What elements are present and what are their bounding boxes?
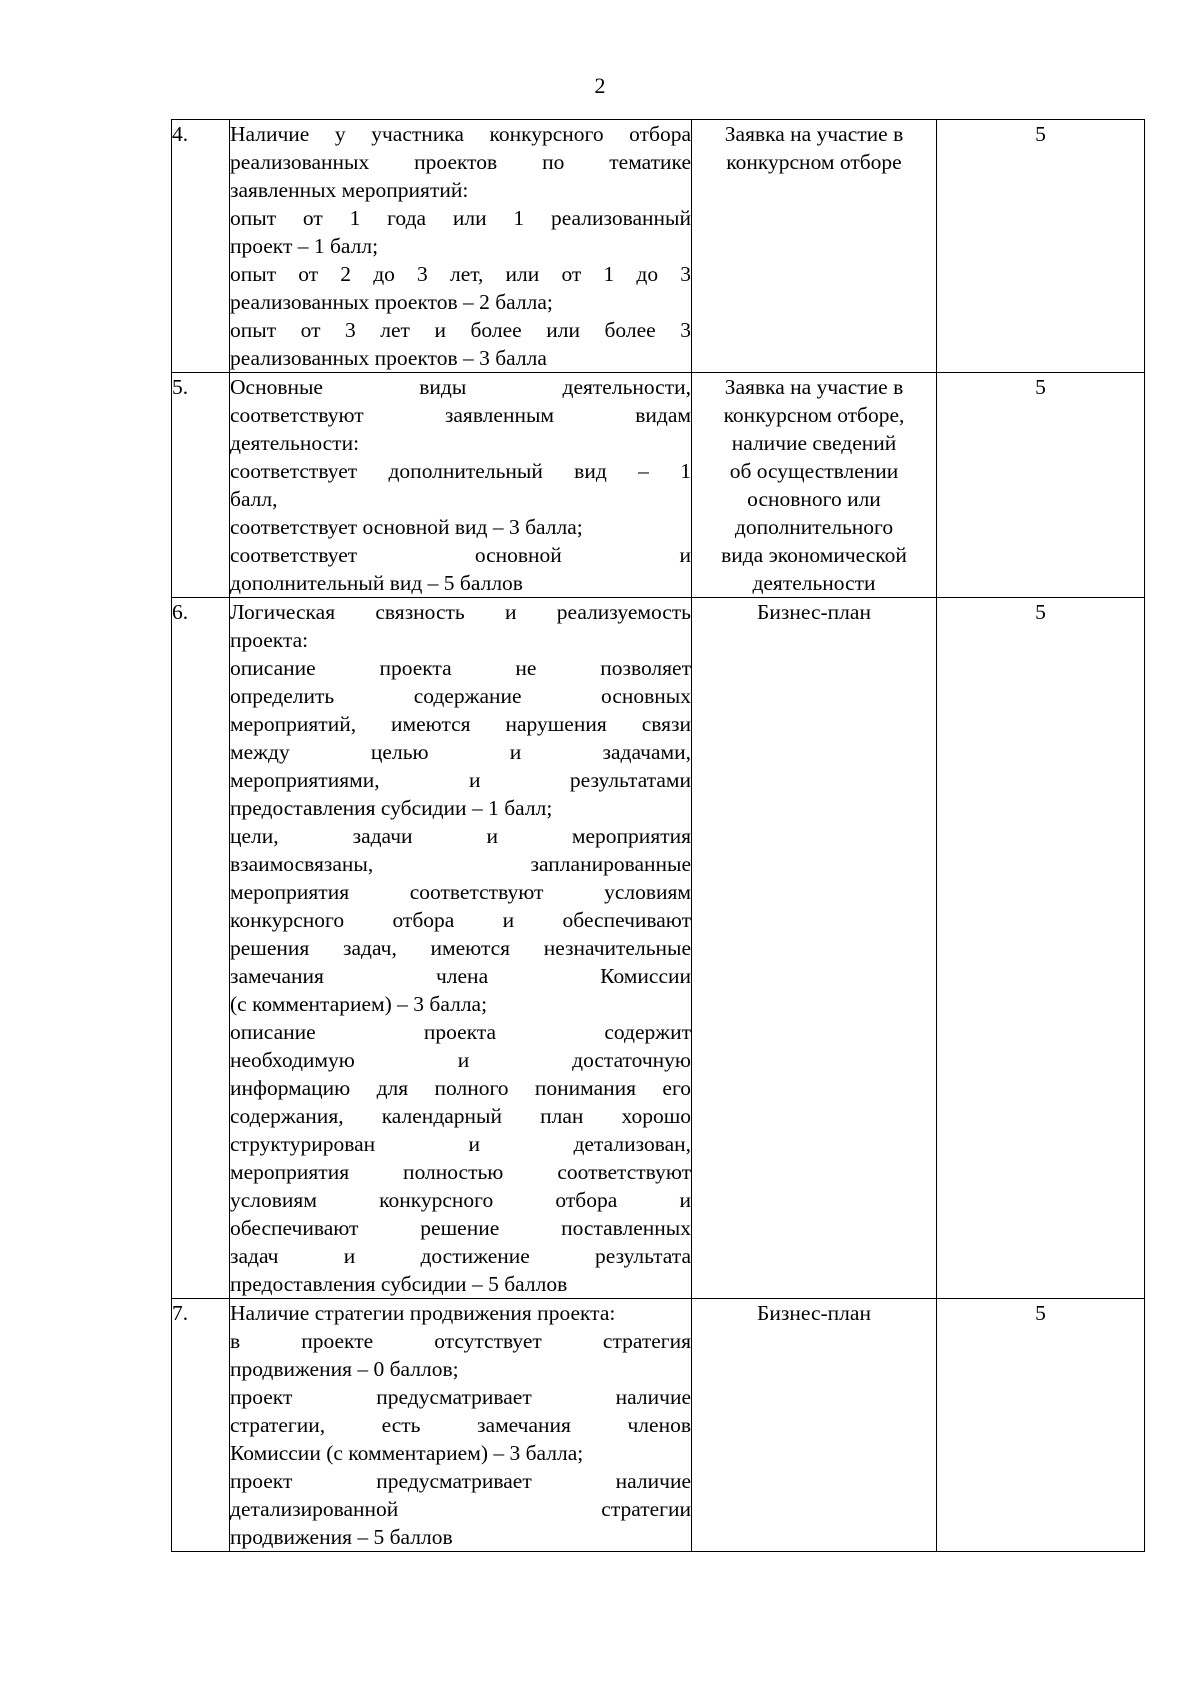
page-number: 2 (594, 73, 606, 98)
table-row (172, 120, 1145, 373)
source-line: об осуществлении (729, 459, 899, 483)
criterion-line: проект предусматривает наличие (230, 1469, 691, 1493)
criterion-line: конкурсного отбора и обеспечивают (230, 908, 691, 932)
criterion-line: Логическая связность и реализуемость (230, 600, 691, 624)
criterion-line: задач и достижение результата (230, 1244, 691, 1268)
criterion-line: проекта: (230, 628, 309, 652)
criterion-line: определить содержание основных (230, 684, 691, 708)
criterion-line: содержания, календарный план хорошо (230, 1104, 691, 1128)
table-row (172, 373, 1145, 598)
criterion-line: дополнительный вид – 5 баллов (230, 571, 523, 595)
criterion-line: продвижения – 5 баллов (230, 1525, 453, 1549)
criterion-line: описание проекта содержит (230, 1020, 691, 1044)
criterion-line: Комиссии (с комментарием) – 3 балла; (230, 1441, 584, 1465)
criterion-line: балл, (230, 487, 278, 511)
criterion-line: необходимую и достаточную (230, 1048, 691, 1072)
row-number: 6. (172, 598, 230, 1299)
table-row (172, 598, 1145, 1299)
criterion-line: мероприятий, имеются нарушения связи (230, 712, 691, 736)
max-score: 5 (937, 1299, 1145, 1552)
source-line: наличие сведений (731, 431, 897, 455)
criterion-line: реализованных проектов – 2 балла; (230, 290, 553, 314)
criterion-line: Наличие стратегии продвижения проекта: (230, 1301, 616, 1325)
table-row (172, 1299, 1145, 1552)
criterion-line: (с комментарием) – 3 балла; (230, 992, 488, 1016)
criterion-line: заявленных мероприятий: (230, 178, 469, 202)
source-line: Бизнес-план (757, 600, 871, 624)
source-line: Заявка на участие в (724, 375, 904, 399)
source-document (692, 598, 937, 1299)
criterion-line: Основные виды деятельности, (230, 375, 691, 399)
criterion-line: предоставления субсидии – 1 балл; (230, 796, 553, 820)
source-line: Заявка на участие в (724, 122, 904, 146)
max-score: 5 (937, 373, 1145, 598)
source-line: дополнительного (734, 515, 894, 539)
criterion-line: опыт от 1 года или 1 реализованный (230, 206, 691, 230)
criterion-line: мероприятия полностью соответствуют (230, 1160, 691, 1184)
criterion-line: деятельности: (230, 431, 360, 455)
criterion-line: взаимосвязаны, запланированные (230, 852, 691, 876)
criterion-description (230, 120, 692, 373)
criterion-line: мероприятия соответствуют условиям (230, 880, 691, 904)
criterion-line: структурирован и детализован, (230, 1132, 691, 1156)
row-number: 5. (172, 373, 230, 598)
criterion-line: соответствует дополнительный вид – 1 (230, 459, 691, 483)
criterion-line: проект – 1 балл; (230, 234, 379, 258)
criterion-line: реализованных проектов – 3 балла (230, 346, 547, 370)
criterion-line: соответствует основной вид – 3 балла; (230, 515, 583, 539)
criterion-line: решения задач, имеются незначительные (230, 936, 691, 960)
criteria-table-body (172, 120, 1145, 1552)
criterion-line: описание проекта не позволяет (230, 656, 691, 680)
max-score: 5 (937, 120, 1145, 373)
criterion-line: замечания члена Комиссии (230, 964, 691, 988)
criterion-line: соответствует основной и (230, 543, 691, 567)
source-line: конкурсном отборе, (723, 403, 905, 427)
source-line: вида экономической (721, 543, 907, 567)
criterion-line: продвижения – 0 баллов; (230, 1357, 459, 1381)
source-line: основного или (747, 487, 881, 511)
criterion-line: Наличие у участника конкурсного отбора (230, 122, 691, 146)
criterion-line: между целью и задачами, (230, 740, 691, 764)
criterion-description (230, 373, 692, 598)
source-document (692, 373, 937, 598)
row-number: 4. (172, 120, 230, 373)
criterion-line: мероприятиями, и результатами (230, 768, 691, 792)
source-line: Бизнес-план (757, 1301, 871, 1325)
row-number: 7. (172, 1299, 230, 1552)
criterion-line: условиям конкурсного отбора и (230, 1188, 691, 1212)
source-line: деятельности (752, 571, 876, 595)
criterion-line: обеспечивают решение поставленных (230, 1216, 691, 1240)
criterion-line: в проекте отсутствует стратегия (230, 1329, 691, 1353)
criterion-line: реализованных проектов по тематике (230, 150, 691, 174)
source-line: конкурсном отборе (726, 150, 902, 174)
criterion-line: опыт от 3 лет и более или более 3 (230, 318, 691, 342)
criterion-description (230, 598, 692, 1299)
criterion-line: стратегии, есть замечания членов (230, 1413, 691, 1437)
criterion-line: детализированной стратегии (230, 1497, 691, 1521)
criterion-line: предоставления субсидии – 5 баллов (230, 1272, 568, 1296)
criteria-table (171, 119, 1145, 1552)
criterion-line: цели, задачи и мероприятия (230, 824, 691, 848)
criterion-line: информацию для полного понимания его (230, 1076, 691, 1100)
max-score: 5 (937, 598, 1145, 1299)
criterion-line: опыт от 2 до 3 лет, или от 1 до 3 (230, 262, 691, 286)
source-document (692, 1299, 937, 1552)
criterion-line: соответствуют заявленным видам (230, 403, 691, 427)
source-document (692, 120, 937, 373)
criterion-line: проект предусматривает наличие (230, 1385, 691, 1409)
criterion-description (230, 1299, 692, 1552)
